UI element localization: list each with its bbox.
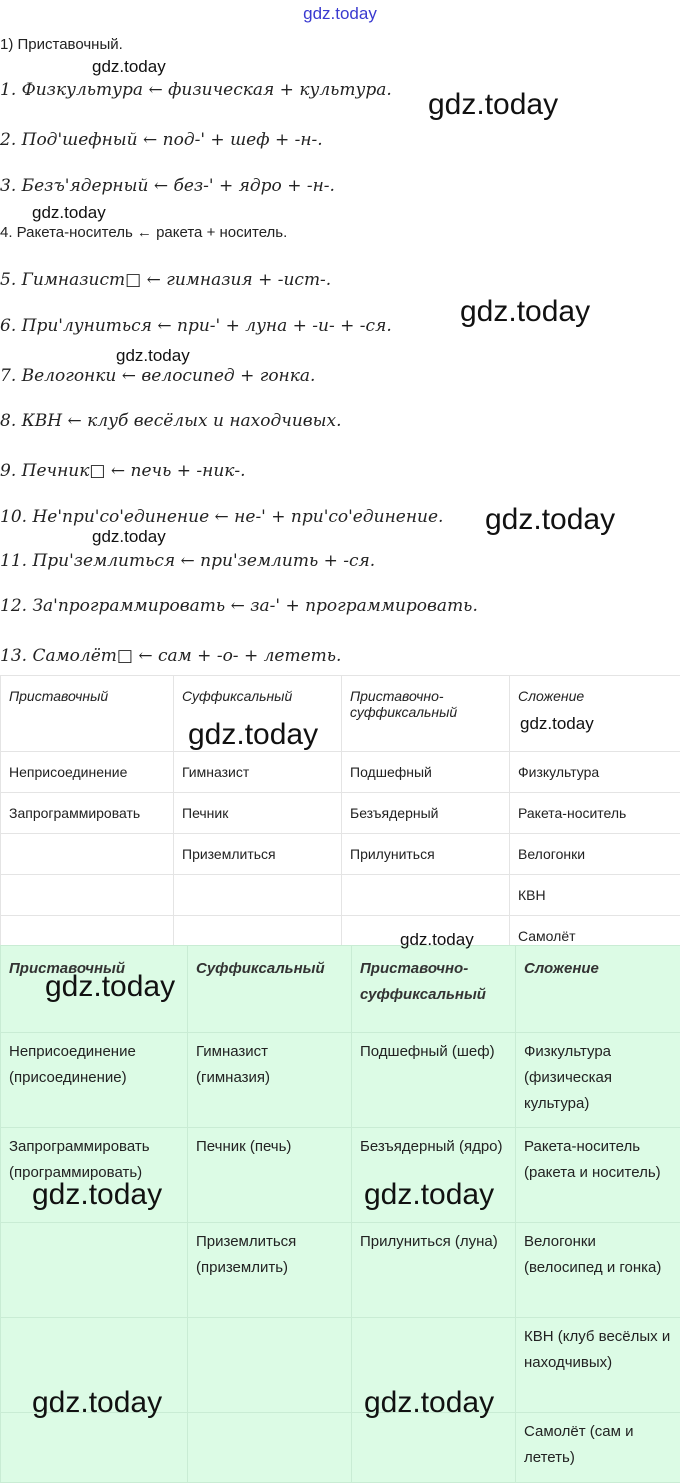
table-row (1, 752, 680, 793)
table-cell: Ракета-носитель (510, 793, 680, 834)
table-row (1, 834, 680, 875)
table-row (1, 1223, 680, 1318)
column-header: Приставочный (1, 676, 174, 752)
table-cell: Запрограммировать (1, 793, 174, 834)
column-header: Приставочный (1, 946, 188, 1033)
table-cell: Подшефный (шеф) (352, 1033, 516, 1128)
table-cell: Неприсоединение (присоединение) (1, 1033, 188, 1128)
watermark: gdz.today (32, 1178, 162, 1212)
table-cell: Гимназист (гимназия) (188, 1033, 352, 1128)
table-cell: Прилуниться (342, 834, 510, 875)
table-cell: Безъядерный (ядро) (352, 1128, 516, 1223)
watermark: gdz.today (116, 346, 190, 366)
watermark: gdz.today (520, 714, 594, 734)
watermark: gdz.today (460, 295, 590, 329)
table-cell: Самолёт (сам и лететь) (516, 1413, 680, 1483)
table-row (1, 793, 680, 834)
table-cell (1, 875, 174, 916)
watermark: gdz.today (485, 503, 615, 537)
watermark: gdz.today (32, 203, 106, 223)
table-cell: КВН (клуб весёлых и находчивых) (516, 1318, 680, 1413)
table-row (1, 1413, 680, 1483)
table-cell: Физкультура (510, 752, 680, 793)
table-cell: Физкультура (физическая культура) (516, 1033, 680, 1128)
example-line: 11. При'землиться ← при'землить + -ся. (0, 551, 375, 571)
watermark: gdz.today (428, 88, 558, 122)
watermark: gdz.today (45, 970, 175, 1004)
example-line: 12. За'программировать ← за-' + программировать. (0, 596, 478, 616)
section-heading: 1) Приставочный. (0, 36, 123, 53)
column-header: Приставочно-суффиксальный (342, 676, 510, 752)
table-cell: Приземлиться (приземлить) (188, 1223, 352, 1318)
table-cell (188, 1318, 352, 1413)
table-cell: Гимназист (174, 752, 342, 793)
example-line: 7. Велогонки ← велосипед + гонка. (0, 366, 315, 386)
table-cell: Велогонки (велосипед и гонка) (516, 1223, 680, 1318)
table-cell (352, 1413, 516, 1483)
watermark: gdz.today (92, 527, 166, 547)
example-line: 13. Самолёт□ ← сам + -о- + лететь. (0, 646, 341, 666)
table-cell: КВН (510, 875, 680, 916)
watermark: gdz.today (364, 1386, 494, 1420)
column-header: Суффиксальный (174, 676, 342, 752)
example-line: 10. Не'при'со'единение ← не-' + при'со'единение. (0, 507, 443, 527)
table-cell: Неприсоединение (1, 752, 174, 793)
watermark: gdz.today (400, 930, 474, 950)
example-line: 5. Гимназист□ ← гимназия + -ист-. (0, 270, 331, 290)
table-cell: Безъядерный (342, 793, 510, 834)
table-cell: Приземлиться (174, 834, 342, 875)
table-row (1, 1033, 680, 1128)
example-line: 1. Физкультура ← физическая + культура. (0, 80, 392, 100)
table-cell: Печник (174, 793, 342, 834)
example-line: 8. КВН ← клуб весёлых и находчивых. (0, 411, 342, 431)
table-cell (1, 834, 174, 875)
column-header: Сложение (510, 676, 680, 752)
example-line: 3. Безъ'ядерный ← без-' + ядро + -н-. (0, 176, 335, 196)
table-cell: Печник (печь) (188, 1128, 352, 1223)
example-line: 9. Печник□ ← печь + -ник-. (0, 461, 246, 481)
table-cell: Самолёт (510, 916, 680, 957)
table-cell (342, 875, 510, 916)
example-line: 2. Под'шефный ← под-' + шеф + -н-. (0, 130, 323, 150)
table-cell: Ракета-носитель (ракета и носитель) (516, 1128, 680, 1223)
table-row (1, 875, 680, 916)
watermark: gdz.today (92, 57, 166, 77)
watermark: gdz.today (188, 718, 318, 752)
table-cell: Прилуниться (луна) (352, 1223, 516, 1318)
table-cell: Подшефный (342, 752, 510, 793)
example-line: 6. При'лунитьcя ← при-' + луна + -и- + -ся. (0, 316, 392, 336)
site-title: gdz.today (0, 4, 680, 24)
column-header: Суффиксальный (188, 946, 352, 1033)
example-line: 4. Ракета-носитель ← ракета + носитель. (0, 224, 287, 241)
table-cell (188, 1413, 352, 1483)
table-cell (1, 1413, 188, 1483)
column-header: Сложение (516, 946, 680, 1033)
table-cell (174, 875, 342, 916)
watermark: gdz.today (32, 1386, 162, 1420)
watermark: gdz.today (364, 1178, 494, 1212)
column-header: Приставочно-суффиксальный (352, 946, 516, 1033)
table-cell (1, 1223, 188, 1318)
table-cell: Велогонки (510, 834, 680, 875)
table-cell: Запрограммировать (программировать) (1, 1128, 188, 1223)
